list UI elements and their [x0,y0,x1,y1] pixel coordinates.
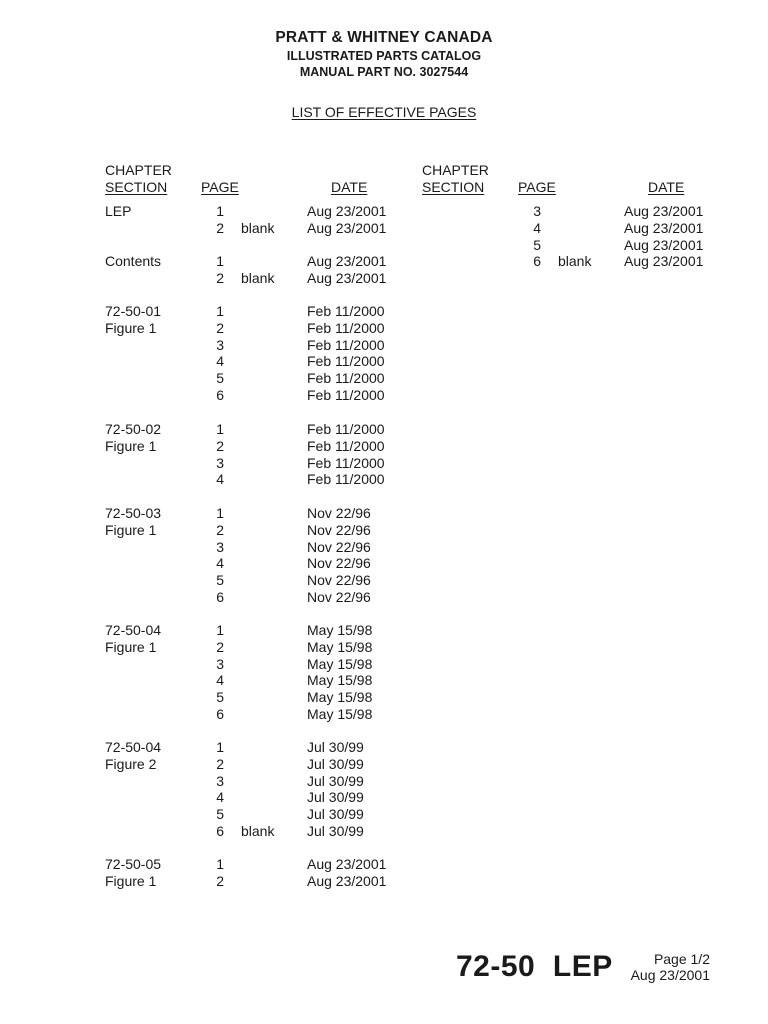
page-date: Aug 23/2001 [307,856,387,872]
left-chapter-section-header: CHAPTER SECTION [105,162,172,195]
page-number: 4 [216,471,224,488]
page-date: Feb 11/2000 [307,421,385,437]
page-number: 1 [216,421,224,437]
page-date: Jul 30/99 [307,806,364,822]
manual-part-number: MANUAL PART NO. 3027544 [299,65,469,79]
page-number: 5 [216,806,224,822]
section-label: Figure 1 [105,319,157,336]
page-number: Page 1/2 [653,951,710,967]
page-number: 4 [216,672,224,689]
page-date: May 15/98 [307,622,373,638]
page-date: May 15/98 [307,655,373,672]
page-date: Nov 22/96 [307,555,371,572]
section-label: Figure 1 [105,437,157,454]
page-number: 2 [216,638,224,655]
left-date-header: DATE [331,179,368,195]
page-title: LIST OF EFFECTIVE PAGES [291,104,477,120]
section-label: Figure 1 [105,521,157,538]
page-date: May 15/98 [307,638,373,655]
page-number: 4 [216,353,224,370]
page-date: Feb 11/2000 [307,353,385,370]
page-number: 5 [216,572,224,588]
page-date: Aug 23/2001 [307,203,387,219]
page-date: Nov 22/96 [307,538,371,555]
page-number: 2 [216,755,224,772]
section-label: 72-50-01 [105,303,162,319]
page-date: May 15/98 [307,672,373,689]
page-number: 5 [216,370,224,386]
page-date: Nov 22/96 [307,505,371,521]
section-label: Contents [105,253,162,269]
page-number: 6 [216,822,224,839]
section-label: Figure 1 [105,638,157,655]
section-label: 72-50-05 [105,856,162,872]
page-date: Jul 30/99 [307,755,364,772]
page-date: Feb 11/2000 [307,336,385,353]
page-number: 1 [216,253,224,269]
page-number: 3 [533,203,541,219]
page-date: Aug 23/2001 [307,219,387,236]
page-date: Feb 11/2000 [307,471,385,488]
page-number: 4 [216,789,224,806]
page-number: 5 [216,689,224,705]
page-note: blank [558,253,592,270]
page-date: Aug 23/2001 [624,253,704,270]
page-number: 4 [216,555,224,572]
page-number: 1 [216,739,224,755]
page-number: 2 [216,319,224,336]
page-note: blank [241,269,275,286]
right-date-header: DATE [648,179,685,195]
page-number: 1 [216,622,224,638]
page-number: 2 [216,872,224,889]
page-date: Nov 22/96 [307,588,371,605]
section-label: 72-50-04 [105,739,162,755]
right-page-header: PAGE [518,179,556,195]
page-date: Jul 30/99 [307,822,364,839]
page-number: 1 [216,203,224,219]
page-number: 2 [216,269,224,286]
page-date: Feb 11/2000 [307,454,385,471]
page-number: 6 [216,705,224,722]
page-number: 4 [533,219,541,236]
page-date: Jul 30/99 [307,772,364,789]
page-number: 2 [216,521,224,538]
section-label: LEP [105,203,132,219]
section-label: Figure 2 [105,755,157,772]
page-number: 2 [216,437,224,454]
section-label: 72-50-02 [105,421,162,437]
revision-date: Aug 23/2001 [630,967,710,983]
page-date: Feb 11/2000 [307,370,385,386]
page-date: Feb 11/2000 [307,319,385,336]
page-date: Feb 11/2000 [307,303,385,319]
page-number: 5 [533,236,541,253]
page-date: Nov 22/96 [307,521,371,538]
page-date: May 15/98 [307,705,373,722]
page-note: blank [241,822,275,839]
page-date: Aug 23/2001 [307,872,387,889]
page-number: 1 [216,505,224,521]
page-date: Feb 11/2000 [307,437,385,454]
section-label: 72-50-03 [105,505,162,521]
page-number: 1 [216,303,224,319]
page-number: 6 [216,386,224,403]
section-label: Figure 1 [105,872,157,889]
page-date: Aug 23/2001 [624,203,704,219]
page-number: 6 [533,253,541,270]
catalog-title: ILLUSTRATED PARTS CATALOG [286,49,482,63]
left-page-header: PAGE [201,179,239,195]
page-info [600,951,710,983]
chapter-code: 72-50 LEP [456,950,613,983]
page-number: 2 [216,219,224,236]
page-number: 1 [216,856,224,872]
page-date: Aug 23/2001 [307,253,387,269]
page-number: 3 [216,538,224,555]
page-number: 3 [216,772,224,789]
page-number: 3 [216,655,224,672]
page-note: blank [241,219,275,236]
section-label: 72-50-04 [105,622,162,638]
page-date: Feb 11/2000 [307,386,385,403]
company-name: PRATT & WHITNEY CANADA [275,29,493,46]
page-number: 3 [216,454,224,471]
page-date: Jul 30/99 [307,739,364,755]
page-date: Aug 23/2001 [624,236,704,253]
page-date: Aug 23/2001 [307,269,387,286]
page-date: Jul 30/99 [307,789,364,806]
right-chapter-section-header: CHAPTER SECTION [422,162,489,195]
page-number: 3 [216,336,224,353]
page-number: 6 [216,588,224,605]
page-date: Nov 22/96 [307,572,371,588]
page-date: Aug 23/2001 [624,219,704,236]
page-date: May 15/98 [307,689,373,705]
